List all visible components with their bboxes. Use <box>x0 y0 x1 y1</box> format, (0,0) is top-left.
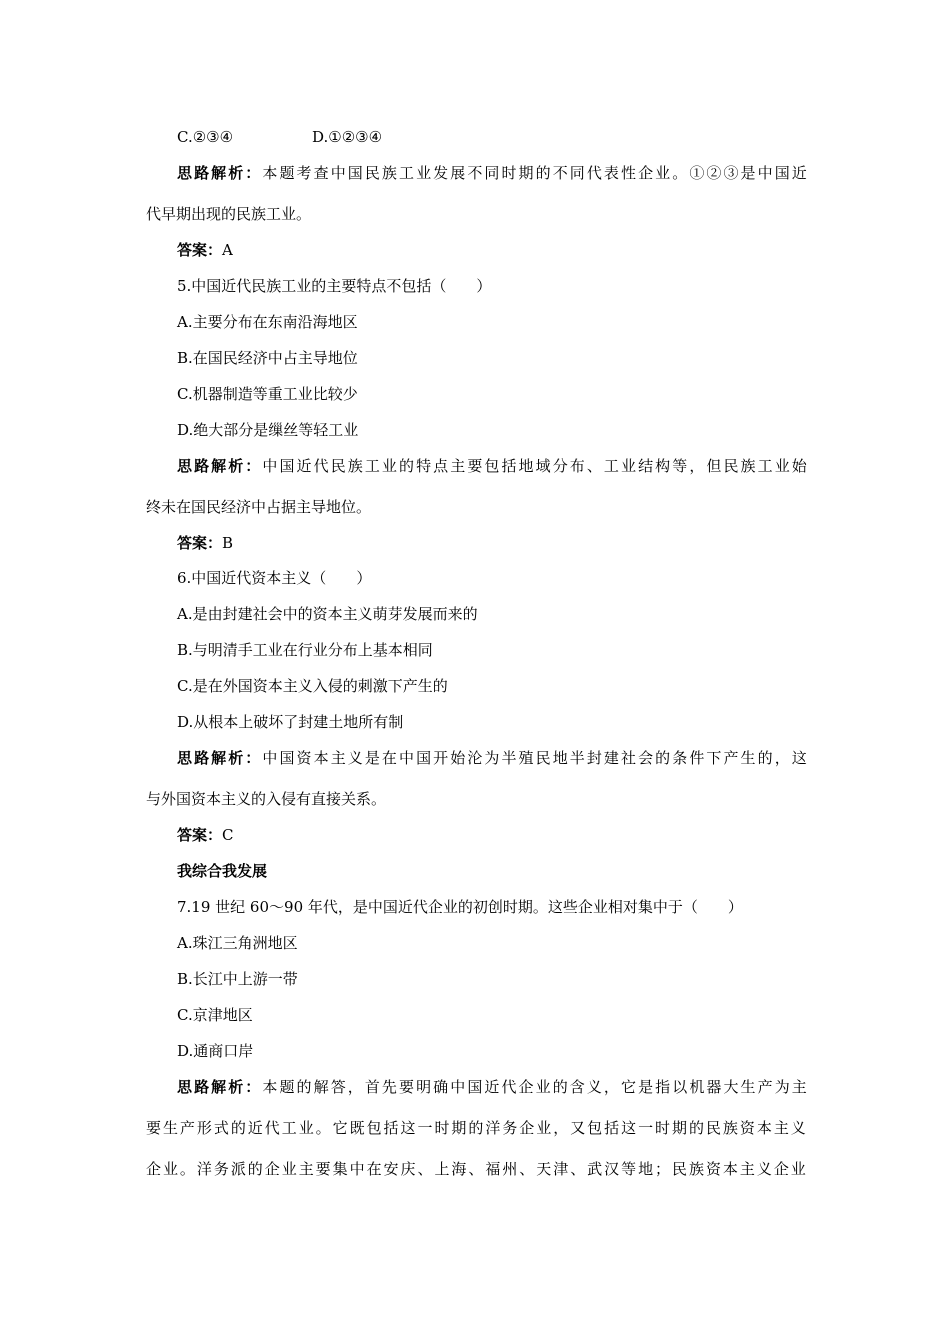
q4-analysis-label: 思路解析： <box>177 164 263 182</box>
q7-analysis-cont-2: 企业。洋务派的企业主要集中在安庆、上海、福州、天津、武汉等地；民族资本主义企业 <box>146 1160 806 1178</box>
q6-analysis-cont: 与外国资本主义的入侵有直接关系。 <box>146 790 387 808</box>
q5-answer-label: 答案： <box>177 534 223 552</box>
q4-analysis <box>177 163 807 183</box>
q6-analysis-label: 思路解析： <box>177 749 263 767</box>
q5-option-a: A.主要分布在东南沿海地区 <box>177 313 358 331</box>
q6-option-d: D.从根本上破坏了封建土地所有制 <box>177 713 404 731</box>
q4-answer <box>177 240 233 260</box>
q6-answer-label: 答案： <box>177 826 223 844</box>
q7-option-c: C.京津地区 <box>177 1006 253 1024</box>
q6-stem: 6.中国近代资本主义（ ） <box>177 569 372 587</box>
q4-answer-label: 答案： <box>177 241 223 259</box>
q7-option-b: B.长江中上游一带 <box>177 970 298 988</box>
q6-analysis <box>177 748 807 768</box>
q5-option-c: C.机器制造等重工业比较少 <box>177 385 358 403</box>
q5-analysis <box>177 456 807 476</box>
q5-stem: 5.中国近代民族工业的主要特点不包括（ ） <box>177 277 492 295</box>
q4-option-d: D.①②③④ <box>312 128 383 146</box>
q7-option-a: A.珠江三角洲地区 <box>177 934 298 952</box>
q6-option-b: B.与明清手工业在行业分布上基本相同 <box>177 641 433 659</box>
q4-analysis-cont: 代早期出现的民族工业。 <box>146 205 312 223</box>
q5-answer <box>177 533 233 553</box>
q4-analysis-text: 本题考查中国民族工业发展不同时期的不同代表性企业。①②③是中国近 <box>262 164 807 182</box>
q5-analysis-label: 思路解析： <box>177 457 263 475</box>
q6-option-a: A.是由封建社会中的资本主义萌芽发展而来的 <box>177 605 478 623</box>
q7-analysis-label: 思路解析： <box>177 1078 263 1096</box>
q6-answer <box>177 825 234 845</box>
q7-option-d: D.通商口岸 <box>177 1042 254 1060</box>
q7-stem: 7.19 世纪 60～90 年代，是中国近代企业的初创时期。这些企业相对集中于（ ） <box>177 898 743 916</box>
q4-option-c: C.②③④ <box>177 128 234 146</box>
q7-analysis-cont-1: 要生产形式的近代工业。它既包括这一时期的洋务企业，又包括这一时期的民族资本主义 <box>146 1119 806 1137</box>
q5-option-d: D.绝大部分是缫丝等轻工业 <box>177 421 359 439</box>
q6-option-c: C.是在外国资本主义入侵的刺激下产生的 <box>177 677 448 695</box>
q7-analysis-text: 本题的解答，首先要明确中国近代企业的含义，它是指以机器大生产为主 <box>262 1078 807 1096</box>
q5-option-b: B.在国民经济中占主导地位 <box>177 349 358 367</box>
section-heading: 我综合我发展 <box>177 862 268 880</box>
q6-answer-value: C <box>222 826 234 844</box>
q4-options-row <box>177 127 383 147</box>
q7-analysis <box>177 1077 807 1097</box>
q5-analysis-cont: 终未在国民经济中占据主导地位。 <box>146 498 372 516</box>
q5-analysis-text: 中国近代民族工业的特点主要包括地域分布、工业结构等，但民族工业始 <box>262 457 807 475</box>
q6-analysis-text: 中国资本主义是在中国开始沦为半殖民地半封建社会的条件下产生的，这 <box>262 749 807 767</box>
q5-answer-value: B <box>222 534 234 552</box>
q4-answer-value: A <box>222 241 233 259</box>
